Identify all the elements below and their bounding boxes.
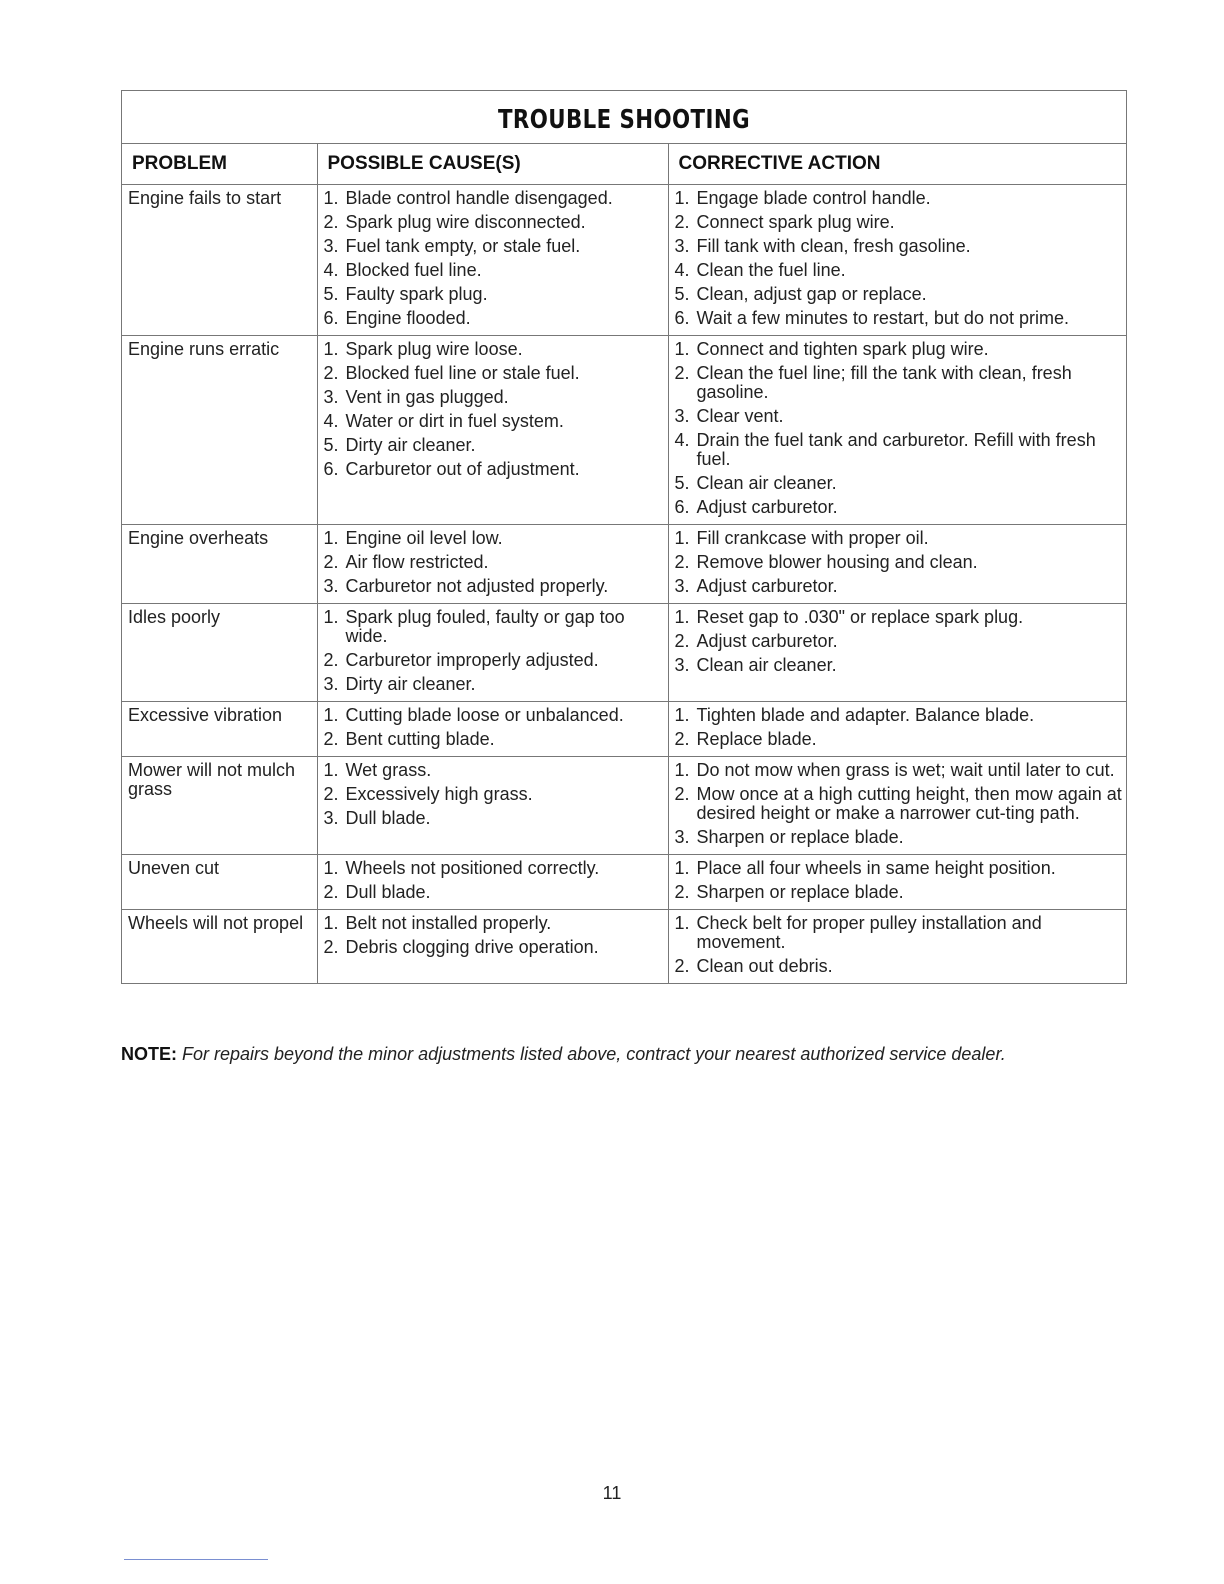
cause-item [324,608,664,646]
header-causes: POSSIBLE CAUSE(S) [317,144,668,185]
item-number: 1. [674,607,690,627]
action-cell [668,525,1126,604]
item-number: 2. [323,882,339,902]
item-number: 3. [323,808,339,828]
cause-item [324,730,664,749]
item-text: Clean the fuel line; fill the tank with clean, fresh gasoline. [696,363,1072,402]
item-number: 6. [323,308,339,328]
action-item [675,189,1123,208]
item-text: Replace blade. [696,729,817,749]
action-item [675,608,1123,627]
item-text: Water or dirt in fuel system. [345,411,564,431]
action-cell [668,757,1126,855]
action-item [675,761,1123,780]
item-number: 5. [323,284,339,304]
item-text: Engine oil level low. [345,528,503,548]
note-text: For repairs beyond the minor adjustments listed above, contract your nearest authorized service dealer. [182,1044,1006,1064]
cause-cell [317,910,668,984]
item-text: Bent cutting blade. [345,729,495,749]
item-text: Spark plug fouled, faulty or gap too wide. [345,607,625,646]
cause-item [324,883,664,902]
table-row [122,604,1126,702]
header-problem: PROBLEM [122,144,317,185]
item-text: Adjust carburetor. [696,631,838,651]
action-item [675,957,1123,976]
table-row [122,910,1126,984]
item-text: Drain the fuel tank and carburetor. Refill with fresh fuel. [696,430,1096,469]
item-number: 1. [323,339,339,359]
cause-item [324,675,664,694]
item-number: 2. [323,363,339,383]
item-text: Cutting blade loose or unbalanced. [345,705,624,725]
item-text: Fuel tank empty, or stale fuel. [345,236,581,256]
action-item [675,285,1123,304]
item-text: Spark plug wire loose. [345,339,523,359]
cause-item [324,460,664,479]
cause-cell [317,336,668,525]
item-number: 2. [674,212,690,232]
item-number: 1. [323,188,339,208]
cause-item [324,706,664,725]
item-text: Clean the fuel line. [696,260,846,280]
action-item [675,213,1123,232]
cause-item [324,785,664,804]
problem-cell: Engine overheats [122,525,317,604]
item-text: Carburetor out of adjustment. [345,459,580,479]
action-cell [668,604,1126,702]
item-number: 2. [674,552,690,572]
action-item [675,340,1123,359]
item-number: 5. [674,473,690,493]
item-text: Clean air cleaner. [696,473,837,493]
item-text: Air flow restricted. [345,552,489,572]
action-item [675,632,1123,651]
action-item [675,914,1123,952]
item-number: 2. [674,729,690,749]
item-number: 1. [323,528,339,548]
item-number: 6. [674,308,690,328]
item-number: 3. [323,674,339,694]
item-text: Dull blade. [345,808,431,828]
cause-item [324,364,664,383]
item-number: 1. [323,913,339,933]
item-number: 1. [674,913,690,933]
cause-item [324,938,664,957]
action-item [675,407,1123,426]
troubleshooting-panel [121,90,1127,984]
cause-item [324,859,664,878]
item-text: Do not mow when grass is wet; wait until later to cut. [696,760,1115,780]
cause-item [324,761,664,780]
item-text: Wait a few minutes to restart, but do not prime. [696,308,1069,328]
action-item [675,474,1123,493]
item-number: 1. [323,760,339,780]
item-text: Debris clogging drive operation. [345,937,599,957]
item-text: Adjust carburetor. [696,576,838,596]
item-text: Clean, adjust gap or replace. [696,284,927,304]
item-text: Engine flooded. [345,308,471,328]
action-cell [668,855,1126,910]
item-text: Reset gap to .030" or replace spark plug. [696,607,1024,627]
cause-item [324,914,664,933]
action-cell [668,702,1126,757]
cause-item [324,577,664,596]
item-text: Sharpen or replace blade. [696,882,904,902]
problem-cell: Uneven cut [122,855,317,910]
item-text: Blade control handle disengaged. [345,188,613,208]
action-cell [668,910,1126,984]
problem-cell: Idles poorly [122,604,317,702]
problem-cell: Mower will not mulch grass [122,757,317,855]
action-item [675,828,1123,847]
item-text: Belt not installed properly. [345,913,552,933]
table-row [122,757,1126,855]
item-text: Connect spark plug wire. [696,212,895,232]
cause-item [324,553,664,572]
header-actions: CORRECTIVE ACTION [668,144,1126,185]
table-row [122,702,1126,757]
item-number: 2. [674,631,690,651]
item-text: Carburetor improperly adjusted. [345,650,599,670]
item-number: 4. [323,411,339,431]
action-cell [668,185,1126,336]
item-text: Sharpen or replace blade. [696,827,904,847]
cause-item [324,213,664,232]
item-number: 1. [674,339,690,359]
item-number: 3. [674,406,690,426]
cause-cell [317,757,668,855]
action-cell [668,336,1126,525]
cause-item [324,529,664,548]
item-text: Blocked fuel line or stale fuel. [345,363,580,383]
cause-item [324,809,664,828]
cause-item [324,340,664,359]
action-item [675,883,1123,902]
action-item [675,237,1123,256]
footer-divider [124,1559,268,1560]
item-text: Clear vent. [696,406,784,426]
action-item [675,656,1123,675]
action-item [675,431,1123,469]
item-number: 2. [323,650,339,670]
item-text: Faulty spark plug. [345,284,488,304]
item-number: 1. [674,705,690,725]
item-number: 1. [674,188,690,208]
page-number: 11 [602,1483,622,1503]
item-number: 3. [674,576,690,596]
item-text: Dull blade. [345,882,431,902]
item-text: Clean out debris. [696,956,833,976]
problem-cell: Engine runs erratic [122,336,317,525]
action-item [675,364,1123,402]
problem-cell: Excessive vibration [122,702,317,757]
item-text: Remove blower housing and clean. [696,552,978,572]
cause-item [324,237,664,256]
item-text: Vent in gas plugged. [345,387,509,407]
item-text: Wet grass. [345,760,432,780]
cause-item [324,285,664,304]
cause-cell [317,855,668,910]
item-number: 5. [323,435,339,455]
action-item [675,309,1123,328]
cause-item [324,261,664,280]
table-row [122,185,1126,336]
cause-cell [317,702,668,757]
action-item [675,859,1123,878]
table-row [122,336,1126,525]
item-text: Fill tank with clean, fresh gasoline. [696,236,971,256]
action-item [675,785,1123,823]
action-item [675,498,1123,517]
item-text: Adjust carburetor. [696,497,838,517]
item-number: 2. [674,956,690,976]
table-body [122,185,1126,984]
item-number: 3. [674,827,690,847]
item-number: 4. [674,430,690,450]
item-number: 3. [323,236,339,256]
cause-item [324,412,664,431]
action-item [675,730,1123,749]
note [121,1044,1131,1065]
table-row [122,525,1126,604]
action-item [675,706,1123,725]
item-number: 1. [323,705,339,725]
problem-cell: Engine fails to start [122,185,317,336]
item-number: 1. [674,760,690,780]
item-text: Wheels not positioned correctly. [345,858,600,878]
item-number: 1. [674,858,690,878]
item-number: 6. [323,459,339,479]
item-number: 3. [323,387,339,407]
cause-cell [317,185,668,336]
page-title: TROUBLE SHOOTING [497,105,751,135]
item-number: 2. [323,552,339,572]
item-number: 2. [674,784,690,804]
item-number: 3. [674,655,690,675]
table-header-row [122,144,1126,185]
troubleshooting-table [122,143,1126,983]
note-label: NOTE: [121,1044,177,1064]
item-number: 2. [674,882,690,902]
action-item [675,577,1123,596]
action-item [675,553,1123,572]
cause-item [324,309,664,328]
cause-cell [317,525,668,604]
table-row [122,855,1126,910]
item-text: Fill crankcase with proper oil. [696,528,929,548]
item-text: Excessively high grass. [345,784,533,804]
item-text: Connect and tighten spark plug wire. [696,339,989,359]
item-number: 1. [323,858,339,878]
item-text: Place all four wheels in same height position. [696,858,1056,878]
item-number: 6. [674,497,690,517]
item-number: 4. [323,260,339,280]
item-text: Dirty air cleaner. [345,435,476,455]
action-item [675,529,1123,548]
cause-item [324,436,664,455]
item-number: 2. [674,363,690,383]
item-number: 3. [674,236,690,256]
item-text: Mow once at a high cutting height, then mow again at desired height or make a narrower cut-ting path. [696,784,1122,823]
item-text: Blocked fuel line. [345,260,482,280]
item-text: Engage blade control handle. [696,188,931,208]
item-number: 4. [674,260,690,280]
cause-item [324,388,664,407]
item-number: 1. [674,528,690,548]
item-text: Dirty air cleaner. [345,674,476,694]
cause-cell [317,604,668,702]
item-number: 5. [674,284,690,304]
item-number: 2. [323,784,339,804]
item-number: 2. [323,212,339,232]
action-item [675,261,1123,280]
problem-cell: Wheels will not propel [128,913,304,933]
item-number: 2. [323,937,339,957]
item-number: 2. [323,729,339,749]
item-text: Check belt for proper pulley installation and movement. [696,913,1042,952]
cause-item [324,651,664,670]
item-number: 3. [323,576,339,596]
item-number: 1. [323,607,339,627]
item-text: Carburetor not adjusted properly. [345,576,609,596]
item-text: Spark plug wire disconnected. [345,212,586,232]
item-text: Clean air cleaner. [696,655,837,675]
cause-item [324,189,664,208]
item-text: Tighten blade and adapter. Balance blade. [696,705,1035,725]
